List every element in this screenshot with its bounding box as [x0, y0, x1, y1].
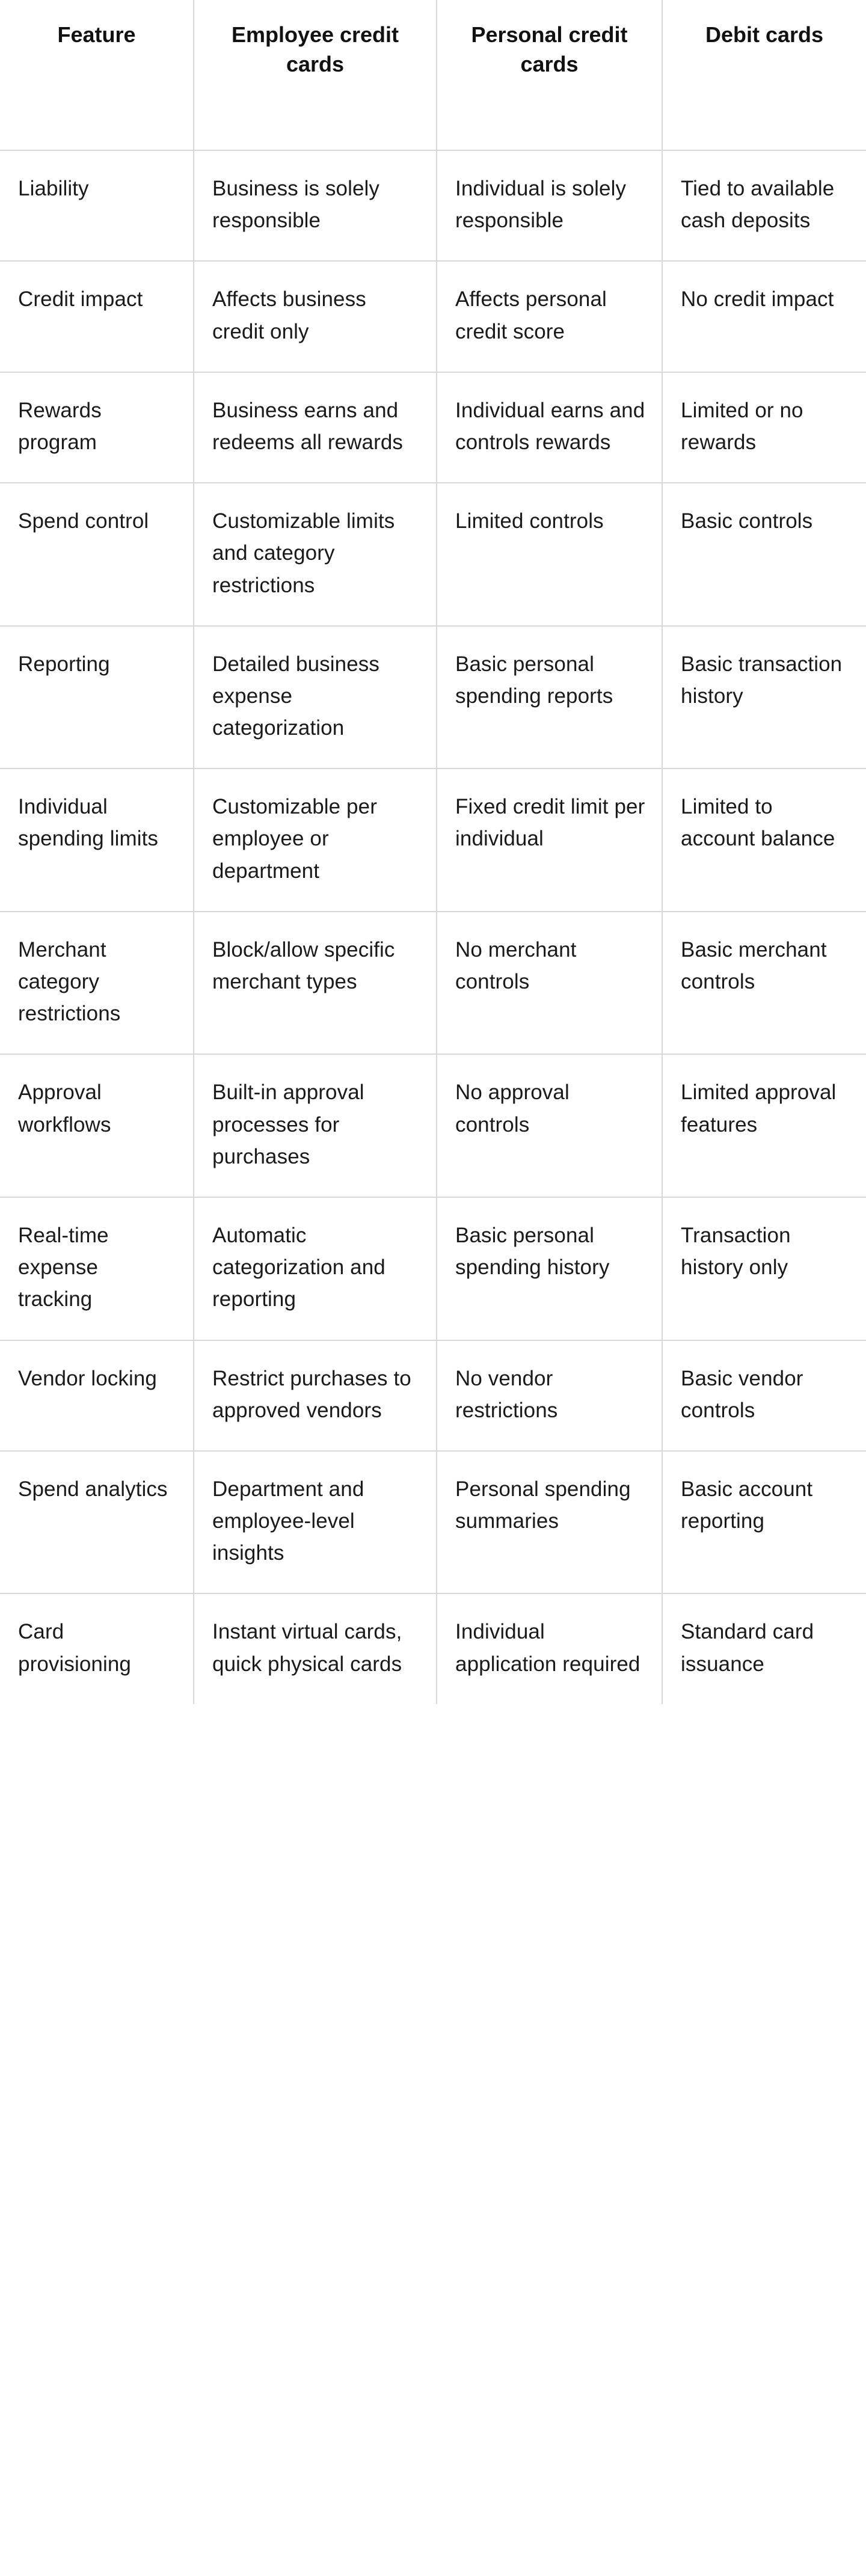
cell-personal: No merchant controls — [437, 912, 662, 1055]
cell-personal: Basic personal spending reports — [437, 626, 662, 769]
cell-feature: Spend analytics — [0, 1451, 194, 1594]
cell-employee: Automatic categorization and reporting — [194, 1197, 437, 1340]
cell-employee: Detailed business expense categorization — [194, 626, 437, 769]
cell-personal: Limited controls — [437, 483, 662, 626]
cell-feature: Merchant category restrictions — [0, 912, 194, 1055]
cell-personal: Fixed credit limit per individual — [437, 768, 662, 912]
cell-debit: Basic controls — [662, 483, 866, 626]
cell-debit: Standard card issuance — [662, 1593, 866, 1704]
cell-debit: Tied to available cash deposits — [662, 150, 866, 261]
column-header-feature: Feature — [0, 0, 194, 150]
cell-employee: Restrict purchases to approved vendors — [194, 1340, 437, 1451]
cell-employee: Department and employee-level insights — [194, 1451, 437, 1594]
cell-employee: Affects business credit only — [194, 261, 437, 372]
table-header — [0, 0, 866, 150]
cell-feature: Reporting — [0, 626, 194, 769]
table-header-row — [0, 0, 866, 150]
cell-debit: Limited or no rewards — [662, 372, 866, 483]
cell-feature: Rewards program — [0, 372, 194, 483]
cell-personal: Basic personal spending history — [437, 1197, 662, 1340]
column-header-debit-cards: Debit cards — [662, 0, 866, 150]
table-row — [0, 768, 866, 912]
cell-employee: Built-in approval processes for purchases — [194, 1054, 437, 1197]
cell-employee: Customizable limits and category restrictions — [194, 483, 437, 626]
cell-employee: Instant virtual cards, quick physical cards — [194, 1593, 437, 1704]
cell-feature: Approval workflows — [0, 1054, 194, 1197]
cell-debit: Basic merchant controls — [662, 912, 866, 1055]
cell-employee: Customizable per employee or department — [194, 768, 437, 912]
cell-debit: No credit impact — [662, 261, 866, 372]
cell-debit: Limited to account balance — [662, 768, 866, 912]
cell-personal: Personal spending summaries — [437, 1451, 662, 1594]
cell-employee: Block/allow specific merchant types — [194, 912, 437, 1055]
table-row — [0, 1451, 866, 1594]
cell-personal: No approval controls — [437, 1054, 662, 1197]
table-row — [0, 372, 866, 483]
table-row — [0, 150, 866, 261]
table-body — [0, 150, 866, 1704]
cell-employee: Business earns and redeems all rewards — [194, 372, 437, 483]
cell-personal: Individual earns and controls rewards — [437, 372, 662, 483]
cell-debit: Limited approval features — [662, 1054, 866, 1197]
cell-personal: Individual application required — [437, 1593, 662, 1704]
cell-feature: Credit impact — [0, 261, 194, 372]
cell-employee: Business is solely responsible — [194, 150, 437, 261]
table-row — [0, 1197, 866, 1340]
cell-debit: Basic transaction history — [662, 626, 866, 769]
cell-feature: Individual spending limits — [0, 768, 194, 912]
cell-personal: No vendor restrictions — [437, 1340, 662, 1451]
cell-feature: Card provisioning — [0, 1593, 194, 1704]
table-row — [0, 261, 866, 372]
table-row — [0, 912, 866, 1055]
cell-personal: Affects personal credit score — [437, 261, 662, 372]
table-row — [0, 1054, 866, 1197]
cell-feature: Spend control — [0, 483, 194, 626]
column-header-employee-credit-cards: Employee credit cards — [194, 0, 437, 150]
table-row — [0, 1593, 866, 1704]
cell-personal: Individual is solely responsible — [437, 150, 662, 261]
cell-debit: Basic account reporting — [662, 1451, 866, 1594]
column-header-personal-credit-cards: Personal credit cards — [437, 0, 662, 150]
table-row — [0, 483, 866, 626]
table-row — [0, 626, 866, 769]
cell-debit: Transaction history only — [662, 1197, 866, 1340]
cell-feature: Liability — [0, 150, 194, 261]
table-row — [0, 1340, 866, 1451]
cell-debit: Basic vendor controls — [662, 1340, 866, 1451]
cell-feature: Vendor locking — [0, 1340, 194, 1451]
cell-feature: Real-time expense tracking — [0, 1197, 194, 1340]
